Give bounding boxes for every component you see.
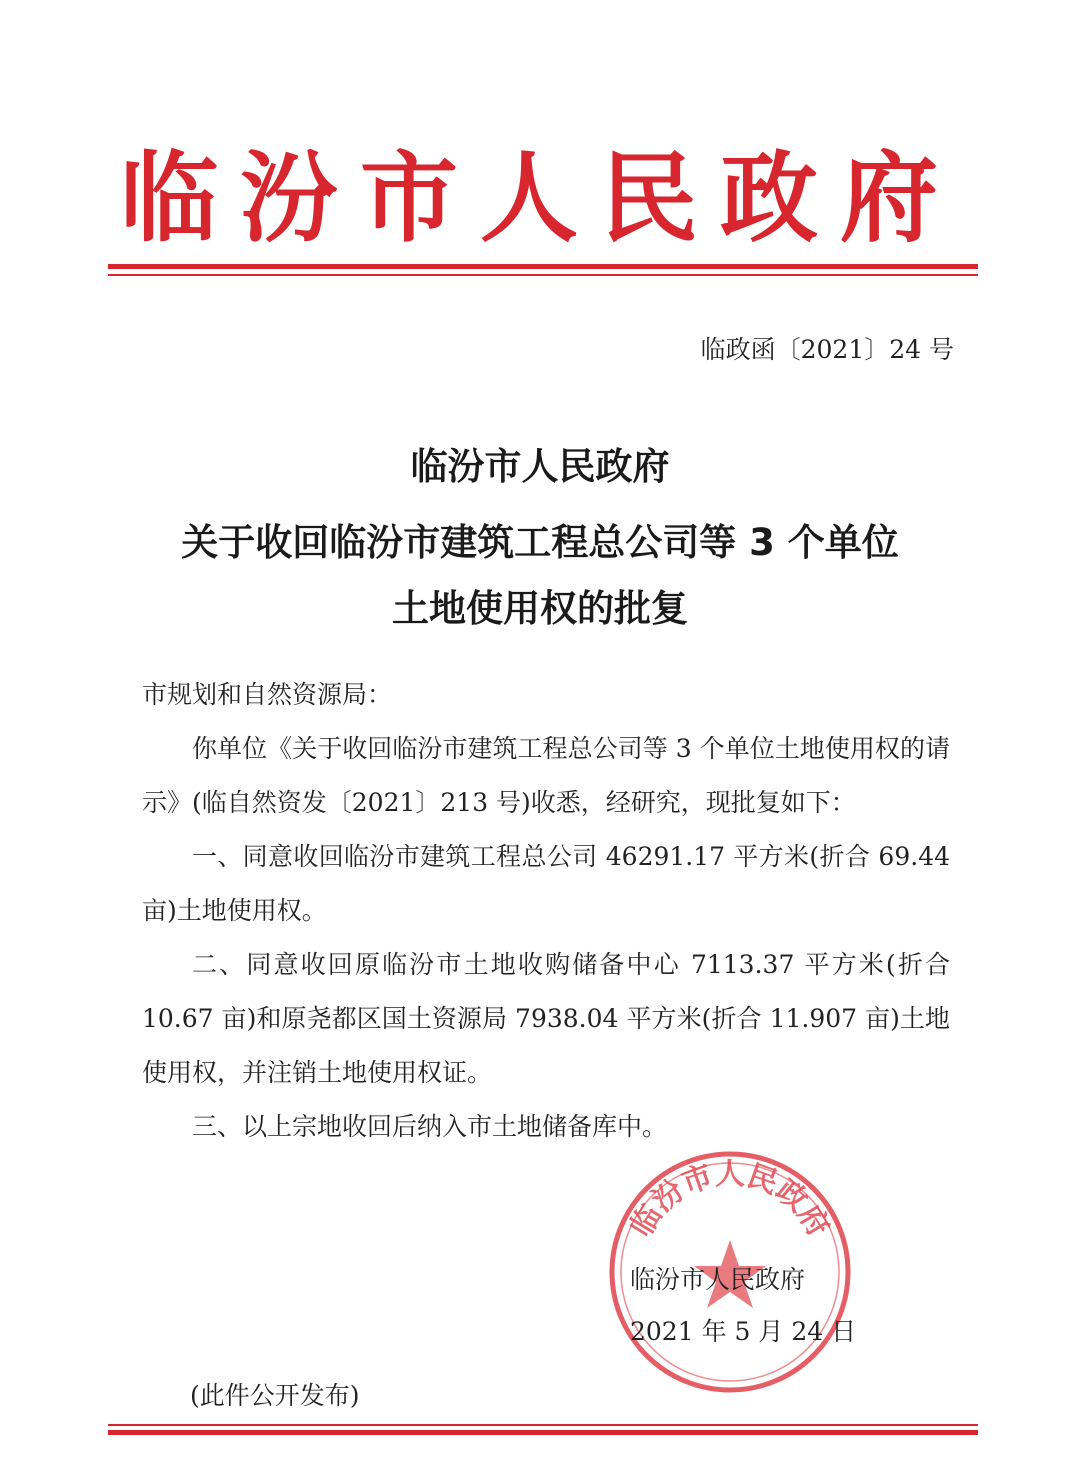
addressee: 市规划和自然资源局： (142, 680, 393, 709)
seal-text: 临汾市人民政府 (623, 1156, 837, 1243)
footer-divider-thin (108, 1424, 978, 1426)
publish-note: (此件公开发布) (190, 1381, 360, 1410)
signature-date: 2021 年 5 月 24 日 (630, 1317, 857, 1346)
title-line-2: 关于收回临汾市建筑工程总公司等 3 个单位 (181, 521, 899, 564)
footer-divider-thick (108, 1430, 978, 1435)
title-line-1: 临汾市人民政府 (410, 445, 670, 488)
svg-text:临汾市人民政府 (624, 1157, 836, 1243)
signature-org: 临汾市人民政府 (630, 1265, 806, 1294)
item-1-paragraph: 一、同意收回临汾市建筑工程总公司 46291.17 平方米(折合 69.44 亩)土地使用权。 (142, 842, 950, 925)
masthead-divider-thick (108, 264, 978, 269)
item-3-paragraph: 三、以上宗地收回后纳入市土地储备库中。 (192, 1112, 668, 1141)
title-line-3: 土地使用权的批复 (392, 587, 688, 630)
document-number: 临政函〔2021〕24 号 (700, 335, 954, 364)
intro-paragraph: 你单位《关于收回临汾市建筑工程总公司等 3 个单位土地使用权的请示》(临自然资发〔2021〕213 号)收悉，经研究，现批复如下： (142, 734, 950, 817)
masthead-divider-thin (108, 274, 978, 276)
masthead-title: 临汾市人民政府 (119, 141, 960, 256)
item-2-paragraph: 二、同意收回原临汾市土地收购储备中心 7113.37 平方米(折合 10.67 亩)和原尧都区国土资源局 7938.04 平方米(折合 11.907 亩)土地使用权，并注销土地使用权证。 (142, 950, 950, 1087)
